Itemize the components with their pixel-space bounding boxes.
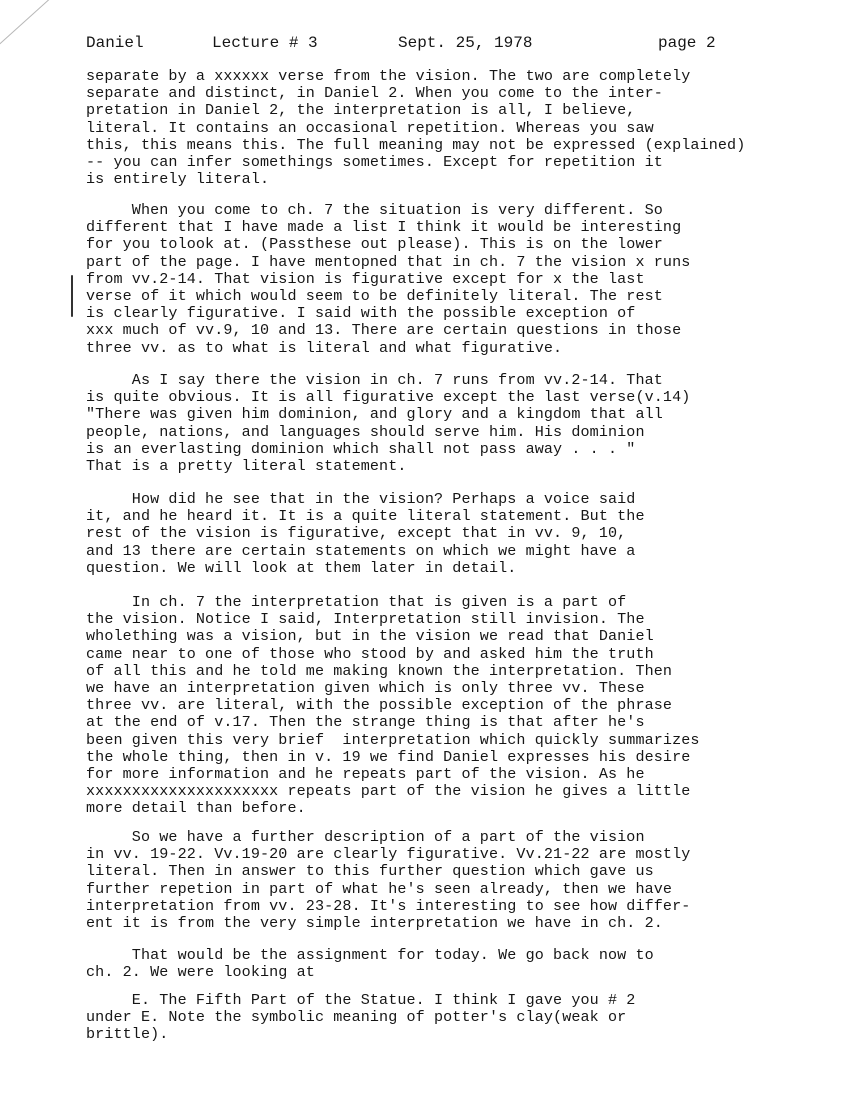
text-line: ch. 2. We were looking at	[86, 963, 315, 982]
text-line: literal. Then in answer to this further question which gave us	[86, 862, 654, 881]
text-line: rest of the vision is figurative, except that in vv. 9, 10,	[86, 524, 627, 543]
paragraph-7	[86, 947, 806, 981]
text-line: of all this and he told me making known the interpretation. Then	[86, 661, 673, 680]
text-line: for you tolook at. (Passthese out please). This is on the lower	[86, 235, 663, 254]
text-line: When you come to ch. 7 the situation is very different. So	[86, 201, 663, 219]
text-line: for more information and he repeats part of the vision. As he	[86, 764, 645, 783]
text-line: the vision. Notice I said, Interpretation still invision. The	[86, 610, 645, 629]
text-line: more detail than before.	[86, 799, 306, 818]
text-line: separate and distinct, in Daniel 2. When you come to the inter-	[86, 84, 663, 103]
paragraph-2	[86, 202, 806, 357]
paragraph-6	[86, 829, 806, 932]
text-line: wholething was a vision, but in the vision we read that Daniel	[86, 627, 654, 646]
paragraph-1	[86, 68, 806, 188]
header-date: Sept. 25, 1978	[398, 34, 533, 52]
text-line: "There was given him dominion, and glory and a kingdom that all	[86, 405, 663, 424]
text-line: different that I have made a list I think it would be interesting	[86, 218, 682, 237]
text-line: the whole thing, then in v. 19 we find Daniel expresses his desire	[86, 747, 691, 766]
text-line: three vv. are literal, with the possible exception of the phrase	[86, 696, 673, 715]
text-line: from vv.2-14. That vision is figurative except for x the last	[86, 269, 645, 288]
text-line: -- you can infer somethings sometimes. Except for repetition it	[86, 152, 663, 171]
text-line: is entirely literal.	[86, 170, 270, 189]
text-line: this, this means this. The full meaning may not be expressed (explained)	[86, 135, 746, 154]
paragraph-3	[86, 372, 806, 475]
text-line: three vv. as to what is literal and what figurative.	[86, 338, 563, 357]
header-lecture-number: Lecture # 3	[212, 34, 318, 52]
text-line: So we have a further description of a part of the vision	[86, 828, 645, 846]
text-line: is clearly figurative. I said with the possible exception of	[86, 304, 636, 323]
paragraph-5	[86, 594, 806, 817]
text-line: xxx much of vv.9, 10 and 13. There are certain questions in those	[86, 321, 682, 340]
text-line: question. We will look at them later in detail.	[86, 558, 517, 577]
text-line: pretation in Daniel 2, the interpretation is all, I believe,	[86, 101, 636, 120]
text-line: literal. It contains an occasional repetition. Whereas you saw	[86, 118, 654, 137]
text-line: is quite obvious. It is all figurative except the last verse(v.14)	[86, 388, 691, 407]
text-line: In ch. 7 the interpretation that is given is a part of	[86, 593, 627, 611]
text-line: interpretation from vv. 23-28. It's interesting to see how differ-	[86, 896, 691, 915]
text-line: came near to one of those who stood by and asked him the truth	[86, 644, 654, 663]
text-line: we have an interpretation given which is only three vv. These	[86, 678, 645, 697]
text-line: brittle).	[86, 1025, 169, 1044]
text-line: in vv. 19-22. Vv.19-20 are clearly figurative. Vv.21-22 are mostly	[86, 845, 691, 864]
header-book-name: Daniel	[86, 34, 144, 52]
text-line: been given this very brief interpretation which quickly summarizes	[86, 730, 700, 749]
text-line: xxxxxxxxxxxxxxxxxxxxx repeats part of the vision he gives a little	[86, 782, 691, 801]
margin-pencil-mark	[71, 275, 73, 317]
text-line: part of the page. I have mentopned that in ch. 7 the vision x runs	[86, 252, 691, 271]
text-line: separate by a xxxxxx verse from the vision. The two are completely	[86, 67, 691, 85]
text-line: That is a pretty literal statement.	[86, 456, 407, 475]
header-page-number: page 2	[658, 34, 716, 52]
text-line: further repetion in part of what he's seen already, then we have	[86, 879, 673, 898]
text-line: at the end of v.17. Then the strange thing is that after he's	[86, 713, 645, 732]
text-line: people, nations, and languages should serve him. His dominion	[86, 422, 645, 441]
text-line: under E. Note the symbolic meaning of potter's clay(weak or	[86, 1008, 627, 1027]
text-line: How did he see that in the vision? Perhaps a voice said	[86, 490, 636, 508]
paragraph-8	[86, 992, 806, 1044]
text-line: As I say there the vision in ch. 7 runs from vv.2-14. That	[86, 371, 663, 389]
page-header	[86, 34, 786, 56]
text-line: ent it is from the very simple interpretation we have in ch. 2.	[86, 913, 663, 932]
paragraph-4	[86, 491, 806, 577]
text-line: it, and he heard it. It is a quite literal statement. But the	[86, 507, 645, 526]
text-line: verse of it which would seem to be definitely literal. The rest	[86, 286, 663, 305]
text-line: is an everlasting dominion which shall not pass away . . . "	[86, 439, 636, 458]
text-line: That would be the assignment for today. We go back now to	[86, 946, 654, 964]
text-line: and 13 there are certain statements on which we might have a	[86, 541, 636, 560]
text-line: E. The Fifth Part of the Statue. I think I gave you # 2	[86, 991, 636, 1009]
